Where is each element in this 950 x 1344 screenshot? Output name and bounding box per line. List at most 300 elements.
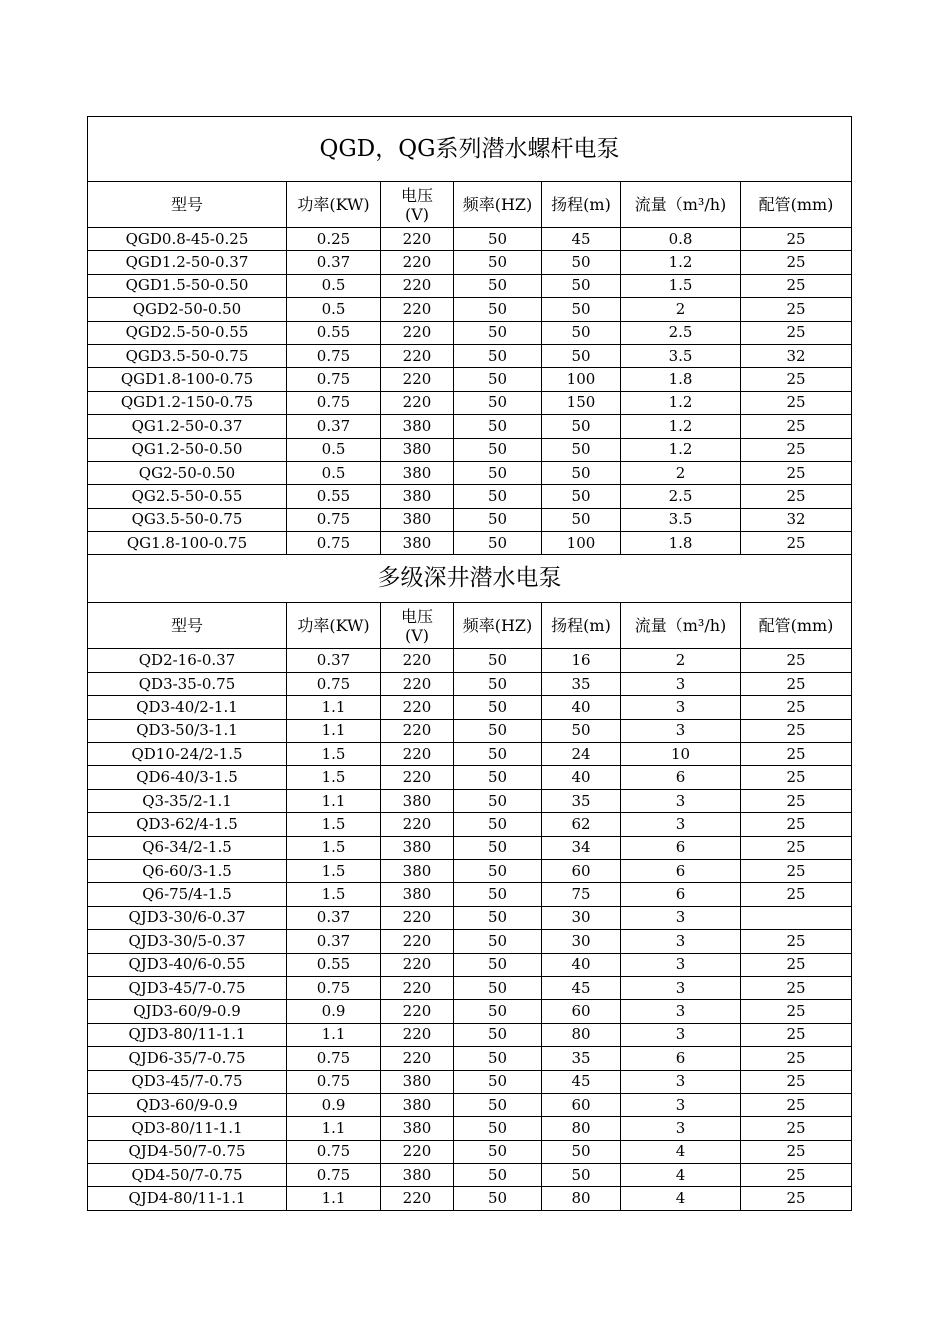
cell-frequency: 50 [454, 743, 542, 766]
cell-flow: 3.5 [621, 508, 741, 531]
cell-frequency: 50 [454, 508, 542, 531]
cell-head: 30 [542, 906, 621, 929]
cell-model: Q3-35/2-1.1 [88, 789, 287, 812]
cell-power: 1.5 [287, 743, 381, 766]
cell-head: 75 [542, 883, 621, 906]
header-row [88, 603, 852, 649]
cell-flow: 1.2 [621, 251, 741, 274]
cell-head: 60 [542, 1093, 621, 1116]
cell-pipe: 25 [741, 321, 852, 344]
cell-pipe: 25 [741, 274, 852, 297]
cell-power: 1.1 [287, 719, 381, 742]
cell-frequency: 50 [454, 485, 542, 508]
cell-head: 100 [542, 532, 621, 555]
cell-voltage: 380 [381, 461, 454, 484]
section-title-row [88, 117, 852, 182]
cell-power: 1.5 [287, 859, 381, 882]
cell-frequency: 50 [454, 274, 542, 297]
table-row [88, 1164, 852, 1187]
cell-pipe: 25 [741, 1164, 852, 1187]
cell-head: 80 [542, 1023, 621, 1046]
cell-voltage: 220 [381, 368, 454, 391]
table-row [88, 953, 852, 976]
cell-head: 50 [542, 438, 621, 461]
cell-power: 1.5 [287, 836, 381, 859]
table-row [88, 251, 852, 274]
cell-voltage: 220 [381, 719, 454, 742]
cell-flow: 3 [621, 813, 741, 836]
table-row [88, 976, 852, 999]
cell-voltage: 220 [381, 743, 454, 766]
cell-power: 0.5 [287, 274, 381, 297]
cell-model: QJD3-30/6-0.37 [88, 906, 287, 929]
cell-flow: 6 [621, 836, 741, 859]
cell-model: QJD4-50/7-0.75 [88, 1140, 287, 1163]
table-row [88, 391, 852, 414]
cell-frequency: 50 [454, 883, 542, 906]
cell-flow: 2 [621, 649, 741, 672]
cell-flow: 1.2 [621, 415, 741, 438]
cell-flow: 3 [621, 1000, 741, 1023]
cell-pipe: 25 [741, 930, 852, 953]
cell-pipe: 25 [741, 438, 852, 461]
cell-model: QG1.2-50-0.37 [88, 415, 287, 438]
table-row [88, 508, 852, 531]
cell-frequency: 50 [454, 391, 542, 414]
cell-frequency: 50 [454, 696, 542, 719]
cell-voltage: 220 [381, 1000, 454, 1023]
cell-model: QD3-35-0.75 [88, 672, 287, 695]
cell-model: Q6-34/2-1.5 [88, 836, 287, 859]
section-title: 多级深井潜水电泵 [88, 555, 852, 603]
cell-voltage: 220 [381, 391, 454, 414]
cell-frequency: 50 [454, 298, 542, 321]
cell-power: 0.5 [287, 438, 381, 461]
cell-pipe: 25 [741, 743, 852, 766]
header-row [88, 182, 852, 228]
cell-frequency: 50 [454, 321, 542, 344]
cell-model: QG2.5-50-0.55 [88, 485, 287, 508]
cell-model: QD4-50/7-0.75 [88, 1164, 287, 1187]
cell-pipe: 25 [741, 789, 852, 812]
cell-head: 50 [542, 461, 621, 484]
cell-power: 0.9 [287, 1000, 381, 1023]
cell-flow: 3 [621, 1117, 741, 1140]
cell-head: 80 [542, 1187, 621, 1210]
cell-voltage: 220 [381, 344, 454, 367]
cell-head: 45 [542, 976, 621, 999]
cell-flow: 1.2 [621, 391, 741, 414]
cell-frequency: 50 [454, 251, 542, 274]
cell-frequency: 50 [454, 228, 542, 251]
cell-pipe: 25 [741, 391, 852, 414]
cell-pipe: 25 [741, 461, 852, 484]
cell-frequency: 50 [454, 930, 542, 953]
table-row [88, 415, 852, 438]
voltage-header-line: 电压 [400, 606, 433, 626]
cell-pipe: 25 [741, 883, 852, 906]
cell-power: 0.75 [287, 1164, 381, 1187]
cell-voltage: 220 [381, 1187, 454, 1210]
cell-power: 1.1 [287, 789, 381, 812]
cell-flow: 2.5 [621, 485, 741, 508]
cell-flow: 1.8 [621, 368, 741, 391]
cell-voltage: 220 [381, 1023, 454, 1046]
column-header-voltage [381, 182, 454, 228]
cell-voltage: 380 [381, 859, 454, 882]
cell-power: 0.37 [287, 415, 381, 438]
cell-head: 62 [542, 813, 621, 836]
voltage-header-text [401, 186, 433, 224]
cell-head: 45 [542, 1070, 621, 1093]
cell-frequency: 50 [454, 953, 542, 976]
cell-flow: 4 [621, 1187, 741, 1210]
cell-model: Q6-75/4-1.5 [88, 883, 287, 906]
cell-frequency: 50 [454, 906, 542, 929]
cell-frequency: 50 [454, 649, 542, 672]
table-row [88, 461, 852, 484]
cell-frequency: 50 [454, 461, 542, 484]
cell-model: QJD3-80/11-1.1 [88, 1023, 287, 1046]
cell-flow: 3 [621, 1023, 741, 1046]
cell-flow: 3 [621, 789, 741, 812]
cell-pipe: 25 [741, 836, 852, 859]
cell-pipe: 25 [741, 766, 852, 789]
cell-voltage: 220 [381, 766, 454, 789]
cell-flow: 3 [621, 719, 741, 742]
cell-pipe: 25 [741, 976, 852, 999]
column-header-frequency: 频率(HZ) [454, 182, 542, 228]
cell-flow: 6 [621, 859, 741, 882]
cell-model: QJD3-45/7-0.75 [88, 976, 287, 999]
voltage-header-unit: (V) [404, 204, 430, 224]
cell-flow: 1.8 [621, 532, 741, 555]
cell-model: QD3-80/11-1.1 [88, 1117, 287, 1140]
cell-voltage: 220 [381, 953, 454, 976]
table-row [88, 1023, 852, 1046]
cell-head: 24 [542, 743, 621, 766]
column-header-pipe: 配管(mm) [741, 603, 852, 649]
cell-pipe: 25 [741, 672, 852, 695]
column-header-model: 型号 [88, 603, 287, 649]
cell-pipe: 25 [741, 532, 852, 555]
voltage-header-unit: (V) [404, 625, 430, 645]
table-row [88, 298, 852, 321]
cell-model: QD3-50/3-1.1 [88, 719, 287, 742]
cell-power: 0.75 [287, 532, 381, 555]
cell-voltage: 220 [381, 274, 454, 297]
cell-power: 0.9 [287, 1093, 381, 1116]
cell-head: 150 [542, 391, 621, 414]
cell-model: QD3-60/9-0.9 [88, 1093, 287, 1116]
cell-power: 0.25 [287, 228, 381, 251]
table-row [88, 368, 852, 391]
table-row [88, 883, 852, 906]
cell-pipe: 25 [741, 1047, 852, 1070]
table-row [88, 485, 852, 508]
table-row [88, 344, 852, 367]
cell-model: QG2-50-0.50 [88, 461, 287, 484]
cell-head: 35 [542, 1047, 621, 1070]
table-row [88, 649, 852, 672]
cell-power: 1.1 [287, 1117, 381, 1140]
table-row [88, 1000, 852, 1023]
cell-model: QG1.8-100-0.75 [88, 532, 287, 555]
cell-head: 34 [542, 836, 621, 859]
cell-head: 40 [542, 696, 621, 719]
column-header-power: 功率(KW) [287, 603, 381, 649]
cell-flow: 2.5 [621, 321, 741, 344]
cell-pipe [741, 906, 852, 929]
column-header-power: 功率(KW) [287, 182, 381, 228]
cell-voltage: 380 [381, 532, 454, 555]
cell-pipe: 25 [741, 1140, 852, 1163]
cell-model: QD3-40/2-1.1 [88, 696, 287, 719]
cell-frequency: 50 [454, 1140, 542, 1163]
cell-model: QJD3-60/9-0.9 [88, 1000, 287, 1023]
cell-pipe: 25 [741, 228, 852, 251]
cell-head: 100 [542, 368, 621, 391]
cell-voltage: 220 [381, 696, 454, 719]
cell-power: 0.5 [287, 461, 381, 484]
cell-pipe: 25 [741, 649, 852, 672]
cell-voltage: 380 [381, 415, 454, 438]
cell-model: QGD1.2-150-0.75 [88, 391, 287, 414]
cell-pipe: 25 [741, 251, 852, 274]
cell-head: 60 [542, 1000, 621, 1023]
section-title-row [88, 555, 852, 603]
cell-model: QD6-40/3-1.5 [88, 766, 287, 789]
cell-flow: 3 [621, 953, 741, 976]
cell-power: 0.37 [287, 906, 381, 929]
voltage-header-text [401, 607, 433, 645]
cell-power: 0.75 [287, 391, 381, 414]
cell-power: 0.75 [287, 368, 381, 391]
cell-flow: 3 [621, 1070, 741, 1093]
table-row [88, 672, 852, 695]
cell-voltage: 220 [381, 976, 454, 999]
cell-model: Q6-60/3-1.5 [88, 859, 287, 882]
cell-pipe: 25 [741, 813, 852, 836]
table-row [88, 743, 852, 766]
cell-head: 60 [542, 859, 621, 882]
cell-voltage: 380 [381, 883, 454, 906]
cell-power: 0.37 [287, 649, 381, 672]
table-row [88, 532, 852, 555]
cell-flow: 1.5 [621, 274, 741, 297]
cell-flow: 3 [621, 906, 741, 929]
cell-pipe: 25 [741, 1117, 852, 1140]
cell-flow: 0.8 [621, 228, 741, 251]
cell-power: 0.75 [287, 344, 381, 367]
cell-voltage: 220 [381, 672, 454, 695]
cell-voltage: 380 [381, 438, 454, 461]
cell-model: QJD3-40/6-0.55 [88, 953, 287, 976]
cell-head: 50 [542, 508, 621, 531]
cell-voltage: 380 [381, 1093, 454, 1116]
cell-frequency: 50 [454, 368, 542, 391]
cell-model: QD3-62/4-1.5 [88, 813, 287, 836]
cell-pipe: 25 [741, 696, 852, 719]
cell-head: 50 [542, 344, 621, 367]
cell-power: 0.75 [287, 508, 381, 531]
cell-pipe: 25 [741, 1070, 852, 1093]
cell-flow: 3 [621, 672, 741, 695]
table-row [88, 274, 852, 297]
cell-pipe: 25 [741, 298, 852, 321]
cell-model: QG3.5-50-0.75 [88, 508, 287, 531]
table-row [88, 789, 852, 812]
table-row [88, 1070, 852, 1093]
cell-frequency: 50 [454, 836, 542, 859]
cell-model: QGD0.8-45-0.25 [88, 228, 287, 251]
column-header-voltage [381, 603, 454, 649]
cell-model: QGD1.8-100-0.75 [88, 368, 287, 391]
cell-voltage: 380 [381, 836, 454, 859]
cell-pipe: 25 [741, 953, 852, 976]
cell-frequency: 50 [454, 1070, 542, 1093]
table-row [88, 438, 852, 461]
cell-head: 50 [542, 1140, 621, 1163]
cell-voltage: 220 [381, 251, 454, 274]
cell-pipe: 25 [741, 415, 852, 438]
cell-frequency: 50 [454, 532, 542, 555]
cell-frequency: 50 [454, 789, 542, 812]
cell-flow: 3 [621, 930, 741, 953]
cell-model: QJD4-80/11-1.1 [88, 1187, 287, 1210]
cell-flow: 3 [621, 1093, 741, 1116]
column-header-pipe: 配管(mm) [741, 182, 852, 228]
cell-frequency: 50 [454, 1164, 542, 1187]
cell-voltage: 220 [381, 649, 454, 672]
cell-head: 45 [542, 228, 621, 251]
table-row [88, 906, 852, 929]
column-header-frequency: 频率(HZ) [454, 603, 542, 649]
cell-model: QGD2.5-50-0.55 [88, 321, 287, 344]
cell-voltage: 380 [381, 789, 454, 812]
cell-pipe: 25 [741, 859, 852, 882]
cell-model: QGD1.2-50-0.37 [88, 251, 287, 274]
cell-voltage: 220 [381, 228, 454, 251]
cell-flow: 6 [621, 1047, 741, 1070]
cell-pipe: 25 [741, 1187, 852, 1210]
cell-power: 1.5 [287, 813, 381, 836]
table-row [88, 1047, 852, 1070]
cell-power: 0.55 [287, 485, 381, 508]
cell-flow: 3 [621, 696, 741, 719]
table-row [88, 930, 852, 953]
cell-power: 0.5 [287, 298, 381, 321]
cell-head: 50 [542, 719, 621, 742]
cell-frequency: 50 [454, 438, 542, 461]
cell-pipe: 25 [741, 485, 852, 508]
column-header-head: 扬程(m) [542, 603, 621, 649]
cell-power: 1.1 [287, 1023, 381, 1046]
cell-flow: 6 [621, 766, 741, 789]
column-header-model: 型号 [88, 182, 287, 228]
cell-frequency: 50 [454, 719, 542, 742]
cell-pipe: 25 [741, 368, 852, 391]
cell-frequency: 50 [454, 766, 542, 789]
cell-head: 50 [542, 251, 621, 274]
table-row [88, 813, 852, 836]
cell-head: 50 [542, 274, 621, 297]
cell-head: 16 [542, 649, 621, 672]
cell-head: 50 [542, 415, 621, 438]
cell-power: 0.75 [287, 1070, 381, 1093]
cell-model: QJD6-35/7-0.75 [88, 1047, 287, 1070]
cell-model: QD3-45/7-0.75 [88, 1070, 287, 1093]
table-row [88, 228, 852, 251]
cell-power: 0.37 [287, 930, 381, 953]
cell-frequency: 50 [454, 672, 542, 695]
table-row [88, 719, 852, 742]
cell-head: 30 [542, 930, 621, 953]
cell-voltage: 220 [381, 1047, 454, 1070]
cell-flow: 2 [621, 461, 741, 484]
cell-voltage: 380 [381, 508, 454, 531]
cell-flow: 3 [621, 976, 741, 999]
cell-model: QGD3.5-50-0.75 [88, 344, 287, 367]
cell-flow: 4 [621, 1140, 741, 1163]
cell-model: QJD3-30/5-0.37 [88, 930, 287, 953]
cell-voltage: 220 [381, 813, 454, 836]
table-row [88, 1140, 852, 1163]
table-row [88, 836, 852, 859]
cell-voltage: 220 [381, 298, 454, 321]
cell-power: 0.55 [287, 321, 381, 344]
cell-frequency: 50 [454, 1187, 542, 1210]
table-row [88, 1187, 852, 1210]
voltage-header-line: 电压 [400, 185, 433, 205]
cell-head: 35 [542, 672, 621, 695]
cell-voltage: 220 [381, 930, 454, 953]
cell-power: 0.75 [287, 672, 381, 695]
cell-model: QGD1.5-50-0.50 [88, 274, 287, 297]
cell-head: 40 [542, 953, 621, 976]
cell-pipe: 25 [741, 1000, 852, 1023]
cell-pipe: 32 [741, 344, 852, 367]
cell-flow: 2 [621, 298, 741, 321]
cell-pipe: 25 [741, 719, 852, 742]
cell-frequency: 50 [454, 1117, 542, 1140]
cell-head: 50 [542, 321, 621, 344]
cell-power: 0.55 [287, 953, 381, 976]
cell-head: 40 [542, 766, 621, 789]
cell-frequency: 50 [454, 859, 542, 882]
cell-power: 0.75 [287, 976, 381, 999]
section-title: QGD，QG系列潜水螺杆电泵 [88, 117, 852, 182]
cell-frequency: 50 [454, 813, 542, 836]
cell-pipe: 32 [741, 508, 852, 531]
cell-voltage: 380 [381, 1070, 454, 1093]
column-header-flow: 流量（m³/h) [621, 603, 741, 649]
cell-flow: 10 [621, 743, 741, 766]
cell-pipe: 25 [741, 1093, 852, 1116]
cell-power: 0.75 [287, 1047, 381, 1070]
cell-model: QD10-24/2-1.5 [88, 743, 287, 766]
cell-flow: 6 [621, 883, 741, 906]
pump-spec-table [87, 116, 852, 1211]
table-row [88, 321, 852, 344]
cell-voltage: 220 [381, 321, 454, 344]
table-row [88, 859, 852, 882]
cell-frequency: 50 [454, 1000, 542, 1023]
cell-frequency: 50 [454, 344, 542, 367]
column-header-head: 扬程(m) [542, 182, 621, 228]
cell-head: 80 [542, 1117, 621, 1140]
cell-frequency: 50 [454, 1047, 542, 1070]
